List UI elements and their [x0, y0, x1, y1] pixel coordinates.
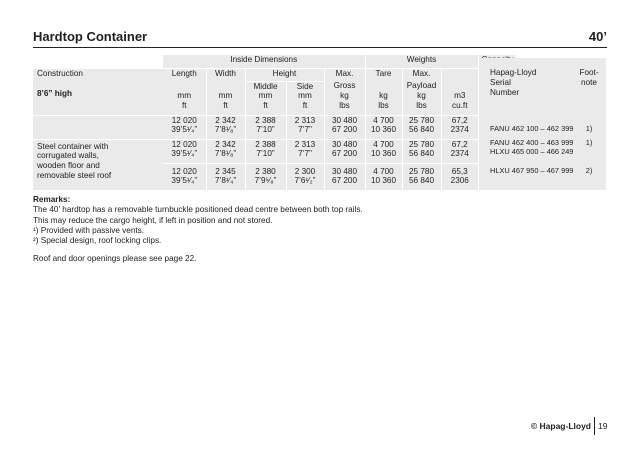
cell-width: 2 345 [215, 166, 236, 176]
spec-table [33, 55, 516, 190]
cell-capacity: 65,3 [451, 166, 468, 176]
unit-ft: ft [223, 100, 228, 110]
title-rule [33, 47, 607, 48]
cell-capacity-cuft: 2306 [450, 176, 469, 186]
remarks-line: The 40’ hardtop has a removable turnbuckle positioned dead centre between both top rails. [33, 205, 363, 215]
unit-lbs: lbs [416, 100, 427, 110]
cell-tare: 4 700 [373, 166, 394, 176]
serial-header-line: Serial [490, 77, 511, 87]
cell-tare-lbs: 10 360 [370, 149, 397, 159]
serial-row: HLXU 467 950 – 467 999 [490, 166, 574, 175]
serial-header-line: Number [490, 87, 520, 97]
cell-gross-lbs: 67 200 [331, 149, 358, 159]
group-weights: Weights [365, 55, 478, 68]
cell-capacity-cuft: 2374 [450, 125, 469, 135]
serial-header-line: Hapag-Lloyd [490, 68, 537, 77]
footnote-ref: 1) [585, 124, 593, 133]
cell-middle: 2 388 [255, 115, 276, 125]
construction-label: Construction [33, 68, 163, 81]
cell-gross: 30 480 [331, 115, 358, 125]
high-label: 8’6” high [33, 81, 163, 115]
construction-line: corrugated walls, [37, 151, 99, 161]
cell-width: 2 342 [215, 139, 236, 149]
cell-side-ft: 7’6¹⁄₂” [294, 176, 316, 186]
cell-payload: 25 780 [408, 139, 435, 149]
page-number: 19 [598, 421, 608, 431]
cell-middle-ft: 7’10” [256, 149, 275, 159]
serial-row: FANU 462 100 – 462 399 [490, 124, 574, 133]
remarks-line: This may reduce the cargo height, if left in position and not stored. [33, 215, 273, 225]
cell-payload-lbs: 56 840 [408, 125, 435, 135]
cell-tare: 4 700 [373, 139, 394, 149]
col-side: Side [296, 81, 314, 91]
footnote-header-line: note [581, 77, 597, 87]
copyright: © Hapag-Lloyd [530, 421, 591, 431]
cell-length: 12 020 [171, 139, 197, 149]
col-middle: Middle [253, 81, 278, 91]
construction-line: wooden floor and [37, 161, 100, 171]
cell-length-ft: 39’5¹⁄₄” [171, 176, 198, 186]
cell-payload-lbs: 56 840 [408, 149, 435, 159]
group-inside-dimensions: Inside Dimensions [163, 55, 365, 68]
unit-kg: kg [340, 90, 349, 100]
cell-middle: 2 380 [255, 166, 276, 176]
cell-side-ft: 7’7” [298, 149, 312, 159]
cell-tare: 4 700 [373, 115, 394, 125]
remarks-footer-line: Roof and door openings please see page 22. [33, 254, 197, 264]
cell-width-ft: 7’8¹⁄₈” [214, 125, 237, 135]
cell-gross-lbs: 67 200 [331, 176, 358, 186]
remarks-line: ¹) Provided with passive vents. [33, 225, 145, 235]
footnote-header [572, 68, 606, 88]
cell-middle: 2 388 [255, 139, 276, 149]
unit-m3: m3 [454, 91, 466, 100]
serial-header [490, 68, 536, 98]
container-size: 40’ [588, 29, 607, 44]
cell-tare-lbs: 10 360 [370, 176, 397, 186]
cell-gross: 30 480 [331, 139, 358, 149]
cell-side: 2 300 [294, 166, 316, 176]
serial-row: FANU 462 400 – 463 999 [490, 138, 574, 147]
table-row [33, 139, 516, 163]
col-max-gross: Max. [324, 68, 365, 81]
unit-mm: mm [258, 91, 273, 101]
col-tare: Tare [365, 68, 402, 81]
cell-middle-ft: 7’10” [256, 125, 275, 135]
page-divider [594, 417, 595, 435]
unit-ft: ft [302, 101, 308, 111]
page-title: Hardtop Container [33, 29, 148, 44]
unit-mm: mm [298, 91, 312, 101]
unit-mm: mm [218, 91, 233, 100]
cell-gross: 30 480 [331, 166, 358, 176]
cell-middle-ft: 7’9⁵⁄₈” [254, 176, 277, 186]
cell-payload-lbs: 56 840 [408, 176, 435, 186]
col-length: Length [163, 68, 206, 81]
construction-line: removable steel roof [37, 171, 112, 181]
unit-lbs: lbs [378, 100, 389, 110]
unit-mm: mm [177, 91, 192, 100]
cell-side: 2 313 [294, 115, 316, 125]
remarks-line: ²) Special design, roof locking clips. [33, 236, 162, 245]
unit-kg: kg [379, 91, 388, 100]
cell-capacity: 67,2 [451, 139, 468, 149]
cell-length-ft: 39’5¹⁄₄” [171, 149, 198, 159]
unit-ft: ft [181, 100, 187, 110]
cell-capacity-cuft: 2374 [450, 149, 469, 159]
footnote-header-line: Foot- [579, 68, 599, 77]
footnote-ref: 2) [585, 166, 593, 175]
unit-kg: kg [417, 90, 426, 100]
unit-lbs: lbs [339, 100, 350, 110]
remarks-section [33, 195, 363, 265]
table-row [33, 115, 516, 139]
cell-length-ft: 39’5¹⁄₄” [171, 125, 198, 135]
cell-payload: 25 780 [408, 166, 435, 176]
col-width: Width [206, 68, 245, 81]
construction-line: Steel container with [37, 141, 109, 151]
cell-length: 12 020 [171, 166, 197, 176]
cell-width-ft: 7’8¹⁄₄” [214, 176, 237, 186]
serial-row: HLXU 465 000 – 466 249 [490, 147, 574, 156]
cell-tare-lbs: 10 360 [370, 125, 397, 135]
unit-cuft: cu.ft [452, 100, 468, 110]
cell-length: 12 020 [171, 115, 197, 125]
cell-width-ft: 7’8¹⁄₈” [214, 149, 237, 159]
cell-side: 2 313 [294, 139, 316, 149]
cell-gross-lbs: 67 200 [331, 125, 358, 135]
col-height: Height [245, 68, 324, 81]
cell-width: 2 342 [215, 115, 236, 125]
unit-ft: ft [263, 101, 268, 111]
remarks-title: Remarks: [33, 195, 71, 204]
cell-capacity: 67,2 [451, 115, 468, 125]
footnote-ref: 1) [585, 138, 593, 147]
cell-payload: 25 780 [408, 115, 435, 125]
cell-side-ft: 7’7” [298, 125, 312, 135]
col-max-payload: Max. [402, 68, 441, 81]
col-payload: Payload [406, 81, 437, 90]
col-gross: Gross [333, 81, 356, 90]
